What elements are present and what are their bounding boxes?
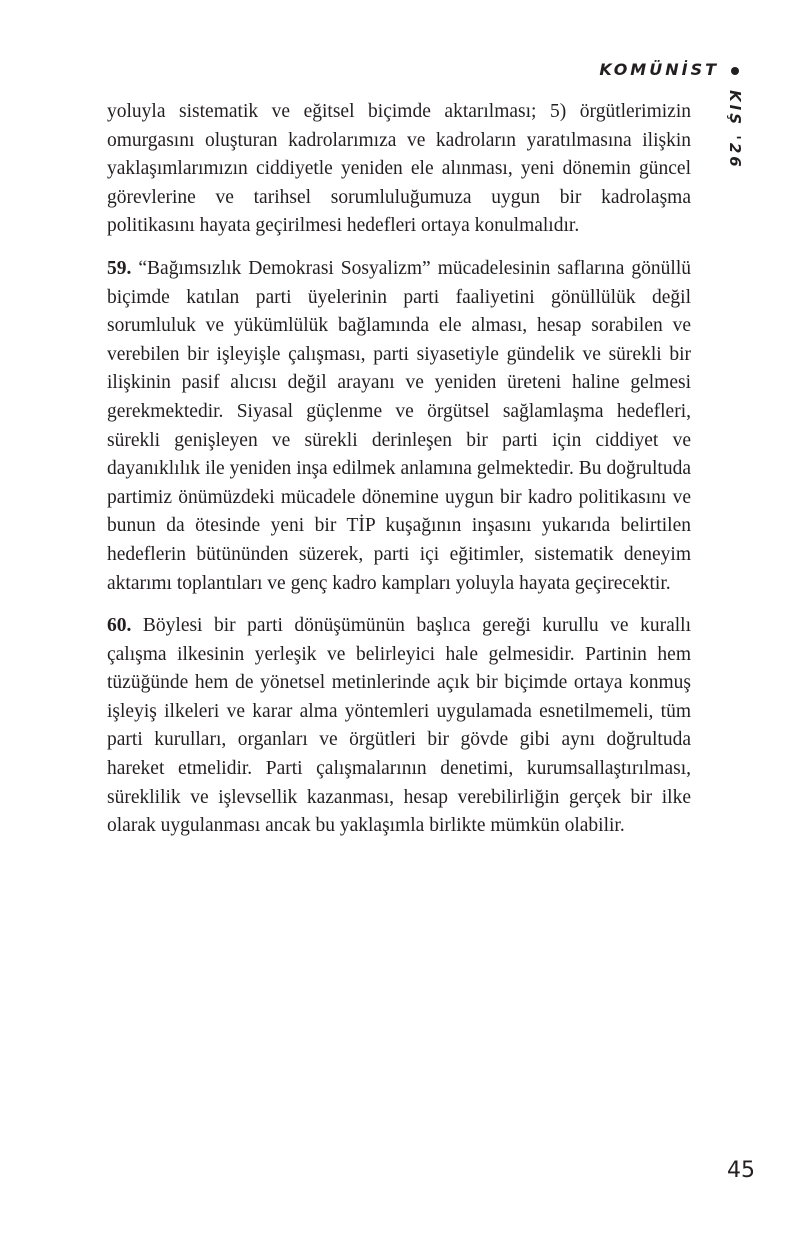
article-body [107, 98, 691, 855]
paragraph-text: “Bağımsızlık Demokrasi Sosyalizm” mücadelesinin saflarına gönüllü biçimde katılan parti üyelerinin parti faaliyetini gönüllülük değil sorumluluk ve yükümlülük bağlamında ele alması, hesap sorabilen ve verebilen bir işleyişle çalışması, parti siyasetiyle gündelik ve sürekli bir ilişkinin pasif alıcısı değil arayanı ve yeniden üreteni haline gelmesi gerekmektedir. Siyasal güçlenme ve örgütsel sağlamlaşma hedefleri, sürekli genişleyen ve sürekli derinleşen bir parti için ciddiyet ve dayanıklılık ile yeniden inşa edilmek anlamına gelmektedir. Bu doğrultuda partimiz önümüzdeki mücadele dönemine uygun bir kadro politikasını ve bunun da ötesinde yeni bir TİP kuşağının inşasını yukarıda belirtilen hedeflerin bütününden süzerek, parti içi eğitimler, sistematik deneyim aktarımı toplantıları ve genç kadro kampları yoluyla hayata geçirecektir. [107, 257, 692, 594]
header-bullet-icon [731, 67, 739, 75]
paragraph-60 [107, 612, 691, 841]
issue-label: KIŞ '26 [726, 90, 744, 170]
paragraph-59 [107, 255, 691, 598]
paragraph-text: yoluyla sistematik ve eğitsel biçimde aktarılması; 5) örgütlerimizin omurgasını oluşturan kadrolarımıza ve kadroların yaratılmasına ilişkin yaklaşımlarımızın ciddiyetle yeniden ele alınması, yeni dönemin güncel görevlerine ve tarihsel sorumluluğumuza uygun bir kadrolaşma politikasını hayata geçirilmesi hedefleri ortaya konulmalıdır. [107, 101, 691, 237]
paragraph-text: Böylesi bir parti dönüşümünün başlıca gereği kurullu ve kurallı çalışma ilkesinin yerleşik ve belirleyici hale gelmesidir. Partinin hem tüzüğünde hem de yönetsel metinlerinde açık bir biçimde ortaya konmuş işleyiş ilkeleri ve karar alma yöntemleri uygulamada esnetilmemeli, tüm parti kurulları, organları ve örgütleri bir gövde gibi aynı doğrultuda hareket etmelidir. Parti çalışmalarının denetimi, kurumsallaştırılması, süreklilik ve işlevsellik kazanması, hesap verebilirliğin gerçek bir ilke olarak uygulanması ancak bu yaklaşımla birlikte mümkün olabilir. [107, 615, 691, 837]
journal-title: KOMÜNİST [599, 60, 719, 79]
paragraph-continued [107, 98, 691, 241]
paragraph-number: 59. [107, 257, 132, 279]
page-number: 45 [727, 1158, 755, 1183]
paragraph-number: 60. [107, 615, 132, 637]
